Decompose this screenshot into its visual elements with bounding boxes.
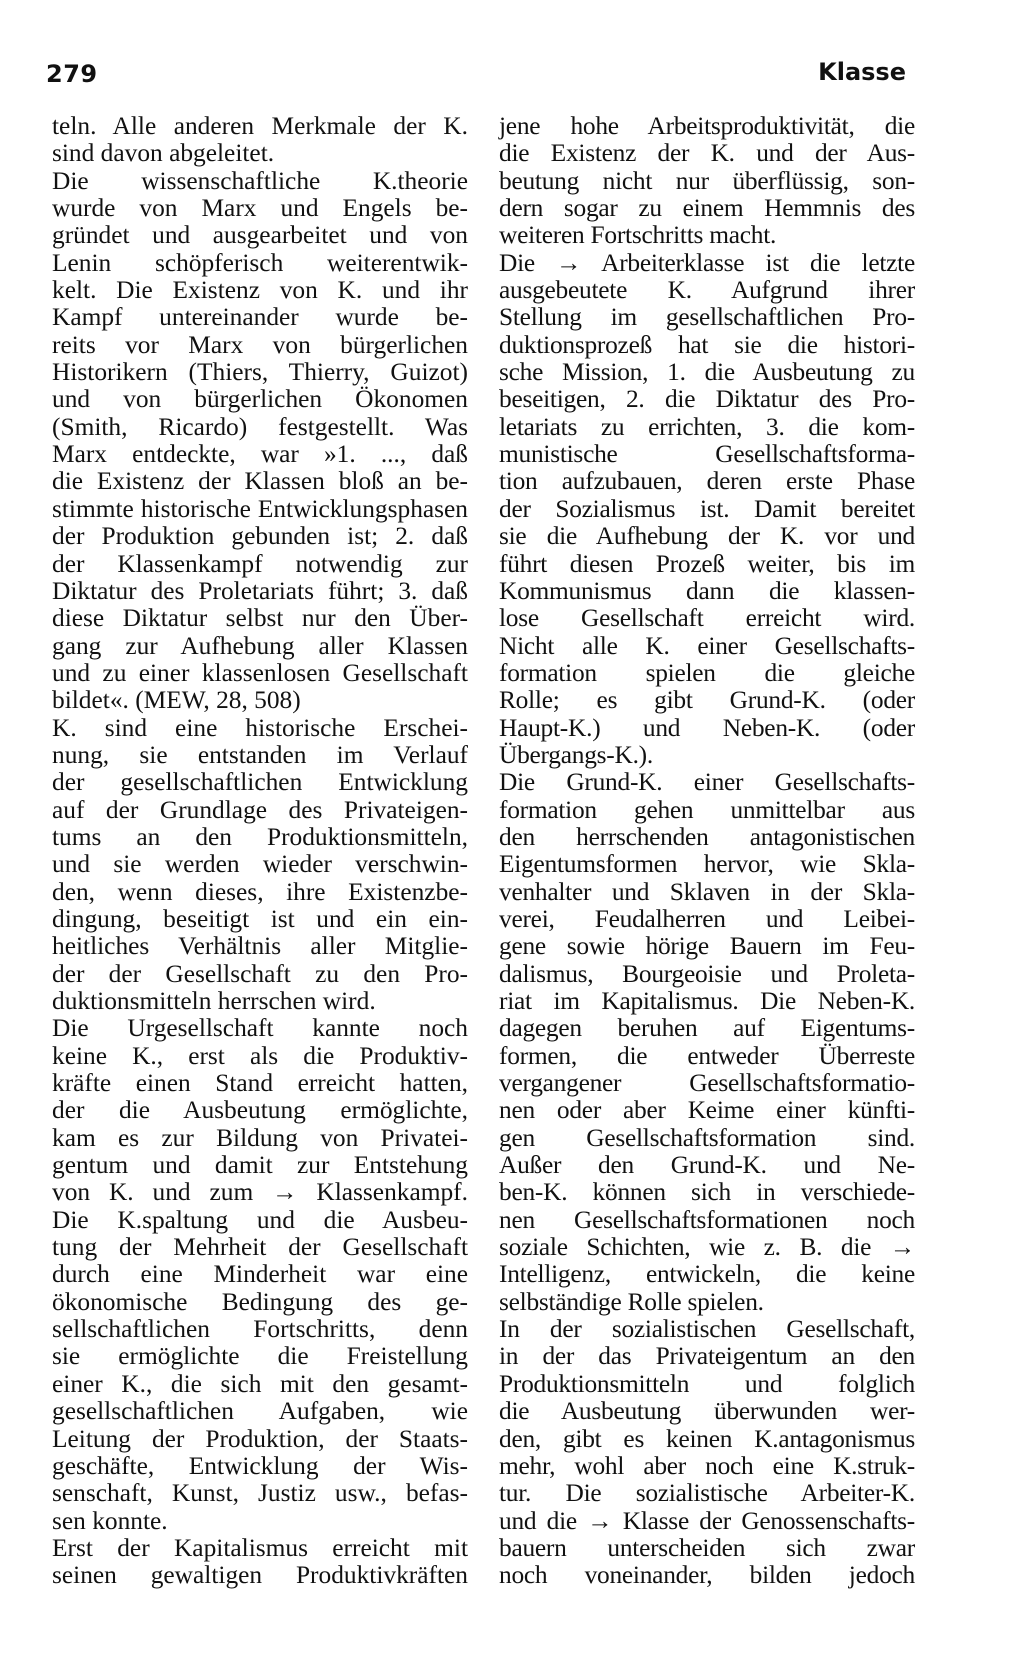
text-line: der Sozialismus ist. Damit bereitet: [499, 494, 915, 523]
text-line: den, gibt es keinen K.antagonismus: [499, 1424, 915, 1453]
text-line: Kommunismus dann die klassen-: [499, 576, 915, 605]
text-line: Intelligenz, entwickeln, die keine: [499, 1260, 915, 1289]
text-line: Leitung der Produktion, der Staats-: [52, 1424, 468, 1453]
text-line: die Existenz der Klassen bloß an be-: [52, 467, 468, 496]
text-line: vergangener Gesellschaftsformatio-: [499, 1069, 915, 1098]
text-line: Stellung im gesellschaftlichen Pro-: [499, 303, 915, 332]
text-line: sind davon abgeleitet.: [52, 139, 275, 168]
text-line: Haupt-K.) und Neben-K. (oder: [499, 713, 915, 742]
text-line: in der das Privateigentum an den: [499, 1342, 915, 1371]
text-line: nen oder aber Keime einer künfti-: [499, 1096, 915, 1125]
text-line: riat im Kapitalismus. Die Neben-K.: [499, 987, 915, 1015]
text-line: der gesellschaftlichen Entwicklung: [52, 768, 468, 797]
text-line: venhalter und Sklaven in der Skla-: [499, 877, 915, 906]
text-line: seinen gewaltigen Produktivkräften: [52, 1561, 468, 1590]
text-line: formation spielen die gleiche: [499, 658, 915, 687]
text-line: jene hohe Arbeitsproduktivität, die: [499, 112, 915, 140]
text-line: weiteren Fortschritts macht.: [499, 221, 777, 250]
text-line: kelt. Die Existenz von K. und ihr: [52, 276, 468, 305]
text-line: den herrschenden antagonistischen: [499, 822, 915, 851]
text-line: der der Gesellschaft zu den Pro-: [52, 959, 468, 988]
text-line: duktionsmitteln herrschen wird.: [52, 987, 376, 1015]
text-line: duktionsprozeß hat sie die histori-: [499, 330, 915, 359]
text-line: selbständige Rolle spielen.: [499, 1287, 764, 1316]
text-line: der Produktion gebunden ist; 2. daß: [52, 522, 468, 551]
text-line: Rolle; es gibt Grund-K. (oder: [499, 686, 915, 715]
text-line: und die → Klasse der Genossenschafts-: [499, 1506, 915, 1535]
text-line: gentum und damit zur Entstehung: [52, 1151, 468, 1180]
text-line: nung, sie entstanden im Verlauf: [52, 740, 468, 769]
text-line: soziale Schichten, wie z. B. die →: [499, 1233, 915, 1262]
text-line: dingung, beseitigt ist und ein ein-: [52, 904, 468, 933]
text-line: gen Gesellschaftsformation sind.: [499, 1123, 915, 1152]
text-line: Eigentumsformen hervor, wie Skla-: [499, 850, 915, 879]
text-line: und zu einer klassenlosen Gesellschaft: [52, 658, 468, 687]
left-column: [52, 113, 468, 1590]
text-line: bildet«. (MEW, 28, 508): [52, 686, 301, 715]
text-line: tur. Die sozialistische Arbeiter-K.: [499, 1479, 915, 1508]
text-line: ben-K. können sich in verschiede-: [499, 1178, 915, 1207]
text-line: Historikern (Thiers, Thierry, Guizot): [52, 358, 468, 387]
text-line: reits vor Marx von bürgerlichen: [52, 330, 468, 359]
text-line: Übergangs-K.).: [499, 740, 653, 769]
text-line: dern sogar zu einem Hemmnis des: [499, 194, 915, 223]
text-line: sie ermöglichte die Freistellung: [52, 1342, 468, 1371]
text-line: und von bürgerlichen Ökonomen: [52, 385, 468, 414]
running-head-title: Klasse: [818, 58, 906, 86]
text-line: noch voneinander, bilden jedoch: [499, 1561, 915, 1590]
text-line: beseitigen, 2. die Diktatur des Pro-: [499, 385, 915, 414]
text-line: K. sind eine historische Erschei-: [52, 713, 468, 742]
text-line: auf der Grundlage des Privateigen-: [52, 795, 468, 824]
text-line: Kampf untereinander wurde be-: [52, 303, 468, 332]
text-line: dalismus, Bourgeoisie und Proleta-: [499, 959, 915, 988]
text-line: wurde von Marx und Engels be-: [52, 194, 468, 223]
text-line: gesellschaftlichen Aufgaben, wie: [52, 1397, 468, 1426]
text-line: und sie werden wieder verschwin-: [52, 850, 468, 879]
text-line: tion aufzubauen, deren erste Phase: [499, 467, 915, 496]
text-line: tung der Mehrheit der Gesellschaft: [52, 1233, 468, 1262]
text-line: Diktatur des Proletariats führt; 3. daß: [52, 576, 468, 605]
text-line: nen Gesellschaftsformationen noch: [499, 1205, 915, 1234]
text-line: die Ausbeutung überwunden wer-: [499, 1397, 915, 1426]
text-line: munistische Gesellschaftsforma-: [499, 440, 915, 469]
text-line: Marx entdeckte, war »1. ..., daß: [52, 440, 468, 469]
text-line: führt diesen Prozeß weiter, bis im: [499, 549, 915, 578]
text-line: der die Ausbeutung ermöglichte,: [52, 1096, 468, 1125]
text-line: sen konnte.: [52, 1506, 168, 1535]
text-line: den, wenn dieses, ihre Existenzbe-: [52, 877, 468, 906]
text-line: In der sozialistischen Gesellschaft,: [499, 1315, 915, 1344]
text-line: bauern unterscheiden sich zwar: [499, 1533, 915, 1562]
text-line: senschaft, Kunst, Justiz usw., befas-: [52, 1479, 468, 1508]
text-line: beutung nicht nur überflüssig, son-: [499, 166, 915, 195]
text-line: kam es zur Bildung von Privatei-: [52, 1123, 468, 1152]
text-line: Nicht alle K. einer Gesellschafts-: [499, 631, 915, 660]
text-line: gene sowie hörige Bauern im Feu-: [499, 932, 915, 961]
text-line: formen, die entweder Überreste: [499, 1041, 915, 1070]
text-line: Die Grund-K. einer Gesellschafts-: [499, 768, 915, 797]
text-line: gang zur Aufhebung aller Klassen: [52, 631, 468, 660]
text-line: gründet und ausgearbeitet und von: [52, 221, 468, 250]
text-line: lose Gesellschaft erreicht wird.: [499, 604, 915, 633]
text-line: von K. und zum → Klassenkampf.: [52, 1178, 468, 1207]
text-line: ökonomische Bedingung des ge-: [52, 1287, 468, 1316]
text-line: dagegen beruhen auf Eigentums-: [499, 1014, 915, 1043]
text-line: letariats zu errichten, 3. die kom-: [499, 412, 915, 441]
text-line: mehr, wohl aber noch eine K.struk-: [499, 1451, 915, 1480]
text-line: diese Diktatur selbst nur den Über-: [52, 604, 468, 633]
text-line: Erst der Kapitalismus erreicht mit: [52, 1533, 468, 1562]
page-number: 279: [46, 60, 98, 88]
text-line: Die K.spaltung und die Ausbeu-: [52, 1205, 468, 1234]
text-line: durch eine Minderheit war eine: [52, 1260, 468, 1289]
text-line: Die → Arbeiterklasse ist die letzte: [499, 248, 915, 277]
text-line: teln. Alle anderen Merkmale der K.: [52, 112, 468, 140]
text-line: geschäfte, Entwicklung der Wis-: [52, 1451, 468, 1480]
text-line: sche Mission, 1. die Ausbeutung zu: [499, 358, 915, 387]
right-column: [499, 113, 915, 1590]
text-line: tums an den Produktionsmitteln,: [52, 822, 468, 851]
text-line: die Existenz der K. und der Aus-: [499, 139, 915, 168]
text-line: Außer den Grund-K. und Ne-: [499, 1151, 915, 1180]
text-line: verei, Feudalherren und Leibei-: [499, 904, 915, 933]
text-line: der Klassenkampf notwendig zur: [52, 549, 468, 578]
text-line: ausgebeutete K. Aufgrund ihrer: [499, 276, 915, 305]
text-line: (Smith, Ricardo) festgestellt. Was: [52, 412, 468, 441]
text-line: Die Urgesellschaft kannte noch: [52, 1014, 468, 1043]
text-line: stimmte historische Entwicklungsphasen: [52, 494, 468, 523]
text-line: sellschaftlichen Fortschritts, denn: [52, 1315, 468, 1344]
text-line: sie die Aufhebung der K. vor und: [499, 522, 915, 551]
text-line: einer K., die sich mit den gesamt-: [52, 1369, 468, 1398]
text-line: heitliches Verhältnis aller Mitglie-: [52, 932, 468, 961]
text-line: Lenin schöpferisch weiterentwik-: [52, 248, 468, 277]
text-line: formation gehen unmittelbar aus: [499, 795, 915, 824]
text-line: kräfte einen Stand erreicht hatten,: [52, 1069, 468, 1098]
text-line: Die wissenschaftliche K.theorie: [52, 166, 468, 195]
text-line: Produktionsmitteln und folglich: [499, 1369, 915, 1398]
text-line: keine K., erst als die Produktiv-: [52, 1041, 468, 1070]
